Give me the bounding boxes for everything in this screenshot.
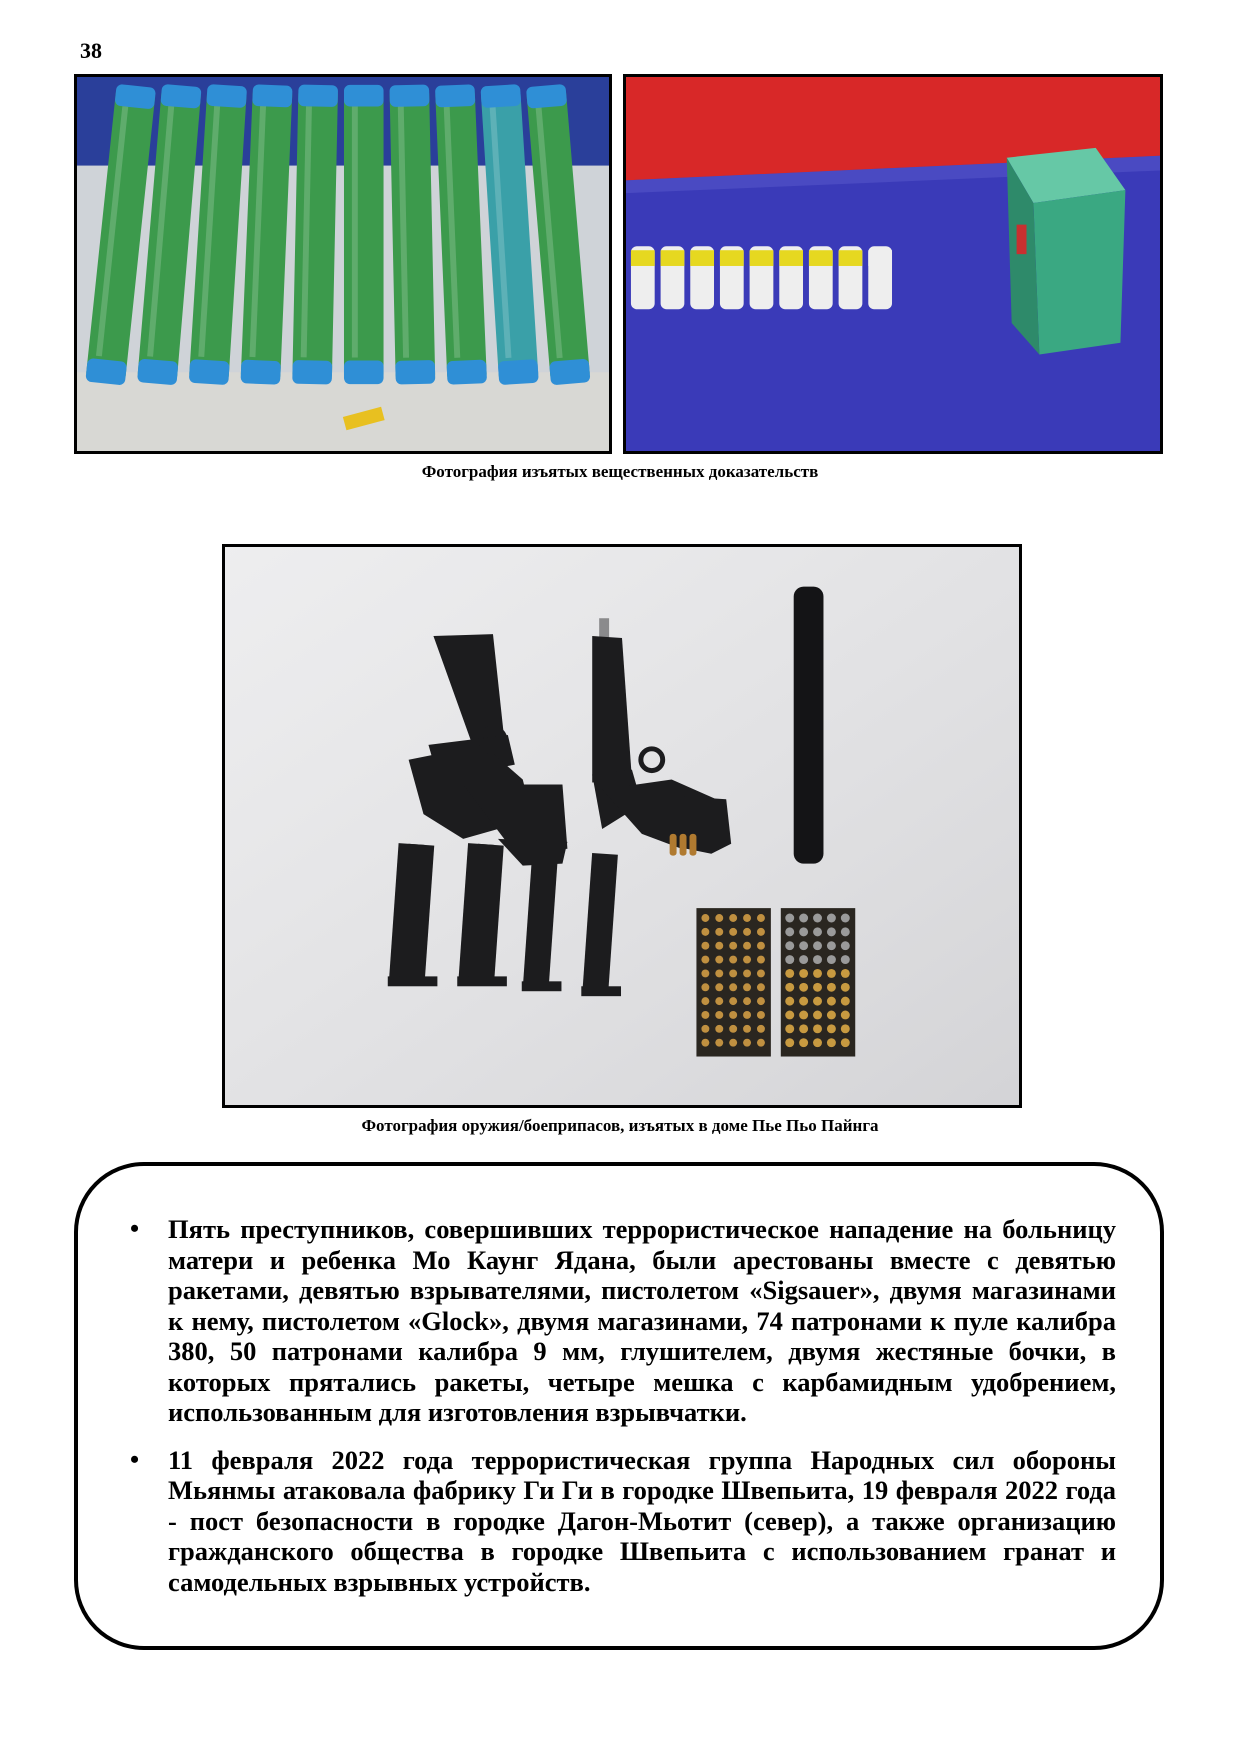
photo-weapons [222,544,1022,1108]
detonators-image [626,77,1160,451]
page-number: 38 [80,38,102,63]
photo-detonators [623,74,1163,454]
info-box [74,1162,1164,1650]
rockets-image [77,77,609,451]
bullet-item-arrests: • Пять преступников, совершивших террористическое нападение на больницу матери и ребенка Мо Каунг Ядана, были арестованы вместе с девятью ракетами, девятью взрывателями, пистолетом «Sigsauer», двумя магазинами к нему, пистолетом «Glock», двумя магазинами, 74 патронами к пуле калибра 380, 50 патронами калибра 9 мм, глушителем, двумя жестяные бочки, в которых прятались ракеты, четыре мешка с карбамидным удобрением, использованным для изготовления взрывчатки. [130,1214,1116,1428]
bullet-item-attacks: • 11 февраля 2022 года террористическая группа Народных сил обороны Мьянмы атаковала фабрику Ги Ги в городке Швепьита, 19 февраля 2022 года - пост безопасности в городке Дагон-Мьотит (север), а также организацию гражданского общества в городке Швепьита с использованием гранат и самодельных взрывных устройств. [130,1445,1116,1598]
figure-caption-weapons: Фотография оружия/боеприпасов, изъятых в доме Пье Пьо Пайнга [361,1116,879,1135]
bullet-list [130,1214,1116,1597]
photo-rockets [74,74,612,454]
weapons-image [225,547,1019,1105]
figure-caption-evidence: Фотография изъятых вещественных доказательств [421,462,819,481]
